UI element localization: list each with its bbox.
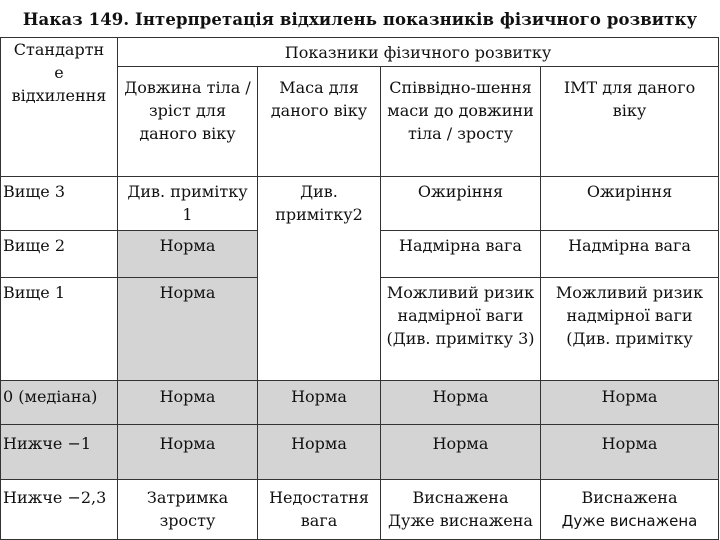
ratio-cell: Можливий ризик надмірної ваги (Див. примітку 3) bbox=[381, 278, 541, 381]
col-header-bmi: ІМТ для даного віку bbox=[541, 67, 719, 177]
mass-cell: Див. примітку2 bbox=[258, 177, 381, 381]
ratio-line-1: Виснажена bbox=[412, 488, 509, 507]
ratio-line-2: Дуже виснажена bbox=[388, 511, 533, 530]
std-cell: Нижче −2,3 bbox=[1, 480, 118, 540]
std-cell: Вище 1 bbox=[1, 278, 118, 381]
table-row bbox=[1, 480, 719, 540]
mass-cell: Норма bbox=[258, 381, 381, 425]
table-row bbox=[1, 177, 719, 231]
indicators-group-header: Показники фізичного розвитку bbox=[118, 38, 719, 67]
page-title: Наказ 149. Інтерпретація відхилень показників фізичного розвитку bbox=[22, 10, 698, 29]
std-cell: Нижче −1 bbox=[1, 425, 118, 480]
length-cell: Норма bbox=[118, 425, 258, 480]
std-cell: Вище 2 bbox=[1, 231, 118, 278]
bmi-cell bbox=[541, 480, 719, 540]
ratio-cell: Норма bbox=[381, 425, 541, 480]
ratio-cell: Норма bbox=[381, 381, 541, 425]
col-header-mass: Маса для даного віку bbox=[258, 67, 381, 177]
bmi-line-1: Виснажена bbox=[581, 488, 678, 507]
col-header-ratio: Співвідно-шення маси до довжини тіла / зросту bbox=[381, 67, 541, 177]
std-header-line-2: е bbox=[54, 63, 64, 82]
std-deviation-header bbox=[1, 38, 118, 177]
bmi-line-2: Дуже виснажена bbox=[561, 512, 698, 530]
mass-cell: Норма bbox=[258, 425, 381, 480]
length-cell: Норма bbox=[118, 231, 258, 278]
deviation-table bbox=[0, 37, 719, 540]
ratio-cell: Надмірна вага bbox=[381, 231, 541, 278]
table-row bbox=[1, 425, 719, 480]
std-header-line-3: відхилення bbox=[11, 86, 107, 105]
length-cell: Затримка зросту bbox=[118, 480, 258, 540]
length-cell: Див. примітку 1 bbox=[118, 177, 258, 231]
ratio-cell bbox=[381, 480, 541, 540]
std-cell: Вище 3 bbox=[1, 177, 118, 231]
mass-cell: Недостатня вага bbox=[258, 480, 381, 540]
bmi-cell: Норма bbox=[541, 425, 719, 480]
table-row bbox=[1, 381, 719, 425]
length-cell: Норма bbox=[118, 381, 258, 425]
std-header-line-1: Стандартн bbox=[13, 40, 105, 59]
bmi-cell: Надмірна вага bbox=[541, 231, 719, 278]
bmi-cell: Можливий ризик надмірної ваги (Див. примітку bbox=[541, 278, 719, 381]
bmi-cell: Ожиріння bbox=[541, 177, 719, 231]
length-cell: Норма bbox=[118, 278, 258, 381]
std-cell: 0 (медіана) bbox=[1, 381, 118, 425]
col-header-length: Довжина тіла / зріст для даного віку bbox=[118, 67, 258, 177]
ratio-cell: Ожиріння bbox=[381, 177, 541, 231]
bmi-cell: Норма bbox=[541, 381, 719, 425]
